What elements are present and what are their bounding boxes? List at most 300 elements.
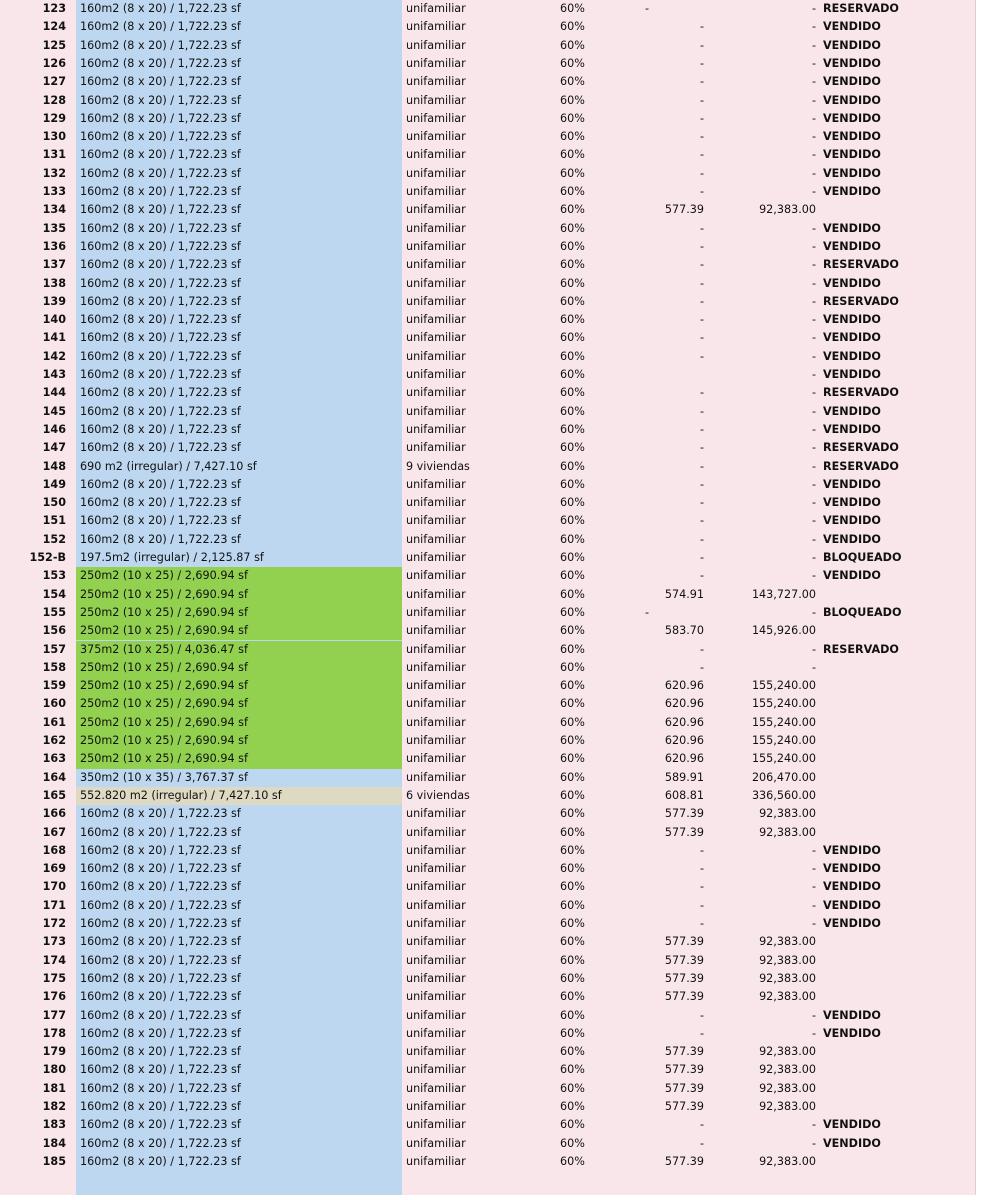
lot-number: 182: [42, 1100, 66, 1113]
lot-percentage: 60%: [560, 1136, 585, 1150]
lot-total: 92,383.00: [759, 1045, 816, 1059]
lot-total: -: [811, 605, 816, 619]
status-label: VENDIDO: [823, 917, 881, 930]
table-row: [0, 110, 975, 128]
lot-area: 250m2 (10 x 25) / 2,690.94 sf: [76, 732, 402, 750]
lot-area: 160m2 (8 x 20) / 1,722.23 sf: [80, 203, 241, 217]
lot-percentage: 60%: [560, 1045, 585, 1059]
lot-area: 250m2 (10 x 25) / 2,690.94 sf: [76, 714, 402, 732]
lot-area: 250m2 (10 x 25) / 2,690.94 sf: [76, 750, 402, 768]
lot-type: unifamiliar: [406, 111, 466, 125]
lot-total: -: [811, 1008, 816, 1022]
lot-area: 250m2 (10 x 25) / 2,690.94 sf: [76, 695, 402, 713]
table-row: [0, 897, 975, 915]
status-label: VENDIDO: [823, 1136, 881, 1150]
table-row: [0, 146, 975, 164]
table-row: [0, 659, 975, 677]
table-row: [0, 329, 975, 347]
lot-area: 160m2 (8 x 20) / 1,722.23 sf: [80, 422, 241, 436]
lot-area: 160m2 (8 x 20) / 1,722.23 sf: [80, 276, 241, 290]
lot-total: 92,383.00: [759, 825, 816, 839]
lot-percentage: 60%: [560, 532, 585, 546]
table-row: [0, 604, 975, 622]
lot-total: -: [811, 514, 816, 528]
lot-type: unifamiliar: [406, 569, 466, 583]
table-row: [0, 348, 975, 366]
lot-total: -: [811, 1026, 816, 1040]
lot-type: unifamiliar: [406, 971, 466, 985]
lot-percentage: 60%: [560, 660, 585, 674]
table-row: [0, 256, 975, 274]
lot-number: 151: [42, 514, 66, 528]
lot-area: 250m2 (10 x 25) / 2,690.94 sf: [76, 604, 402, 622]
status-label: VENDIDO: [823, 331, 881, 345]
price-per-m2: 608.81: [664, 788, 704, 802]
lot-number: 171: [42, 898, 66, 912]
lot-type: unifamiliar: [406, 734, 466, 747]
lot-number: 165: [42, 788, 66, 802]
lot-total: -: [811, 93, 816, 107]
price-per-m2: -: [699, 93, 704, 107]
price-per-m2: -: [699, 880, 704, 894]
lot-area: 160m2 (8 x 20) / 1,722.23 sf: [80, 807, 241, 821]
lot-number: 175: [42, 971, 66, 985]
table-row: [0, 732, 975, 750]
lot-type: unifamiliar: [406, 258, 466, 272]
table-row: [0, 1080, 975, 1098]
lot-total: -: [811, 880, 816, 894]
lot-number: 128: [42, 93, 66, 107]
lot-area: 160m2 (8 x 20) / 1,722.23 sf: [80, 258, 241, 272]
lot-total: -: [811, 862, 816, 876]
lot-percentage: 60%: [560, 843, 585, 857]
table-row: [0, 714, 975, 732]
price-per-m2: -: [699, 239, 704, 253]
lot-area: 160m2 (8 x 20) / 1,722.23 sf: [80, 898, 241, 912]
lot-percentage: 60%: [560, 642, 585, 656]
lot-percentage: 60%: [560, 1118, 585, 1132]
lot-area: 160m2 (8 x 20) / 1,722.23 sf: [80, 1136, 241, 1150]
lot-number: 131: [42, 148, 66, 162]
table-row: [0, 0, 975, 18]
table-row: [0, 1007, 975, 1025]
table-row: [0, 458, 975, 476]
lot-area: 250m2 (10 x 25) / 2,690.94 sf: [76, 659, 402, 677]
lot-type: unifamiliar: [406, 130, 466, 144]
price-per-m2: -: [699, 258, 704, 272]
lot-type: unifamiliar: [406, 93, 466, 107]
status-label: VENDIDO: [823, 130, 881, 144]
lot-number: 140: [42, 313, 66, 327]
lot-area: 160m2 (8 x 20) / 1,722.23 sf: [80, 1081, 241, 1095]
price-per-m2: -: [699, 532, 704, 546]
lot-type: unifamiliar: [406, 660, 466, 674]
lot-percentage: 60%: [560, 93, 585, 107]
table-row: [0, 421, 975, 439]
lot-percentage: 60%: [560, 1100, 585, 1113]
price-per-m2: -: [699, 294, 704, 308]
lot-total: -: [811, 898, 816, 912]
lot-type: unifamiliar: [406, 313, 466, 327]
lot-percentage: 60%: [560, 569, 585, 583]
lot-number: 166: [42, 807, 66, 821]
lot-type: unifamiliar: [406, 1154, 466, 1168]
lot-number: 143: [42, 368, 66, 381]
lot-total: -: [811, 56, 816, 70]
lot-total: -: [811, 569, 816, 583]
lot-percentage: 60%: [560, 404, 585, 418]
lot-total: -: [811, 368, 816, 381]
lot-percentage: 60%: [560, 2, 585, 15]
status-label: VENDIDO: [823, 569, 881, 583]
lot-area: 160m2 (8 x 20) / 1,722.23 sf: [80, 386, 241, 400]
lot-percentage: 60%: [560, 679, 585, 693]
table-row: [0, 952, 975, 970]
lot-area: 160m2 (8 x 20) / 1,722.23 sf: [80, 2, 241, 15]
lot-type: unifamiliar: [406, 605, 466, 619]
price-per-m2: -: [699, 130, 704, 144]
lot-type: unifamiliar: [406, 203, 466, 217]
price-per-m2: 577.39: [664, 825, 704, 839]
status-label: VENDIDO: [823, 496, 881, 510]
lot-number: 162: [42, 734, 66, 747]
lot-total: -: [811, 294, 816, 308]
lot-percentage: 60%: [560, 349, 585, 363]
lot-percentage: 60%: [560, 788, 585, 802]
status-label: VENDIDO: [823, 422, 881, 436]
table-row: [0, 201, 975, 219]
table-row: [0, 1061, 975, 1079]
lot-type: unifamiliar: [406, 38, 466, 52]
lot-area: 160m2 (8 x 20) / 1,722.23 sf: [80, 148, 241, 162]
lot-area: 160m2 (8 x 20) / 1,722.23 sf: [80, 441, 241, 455]
table-row: [0, 824, 975, 842]
table-row: [0, 549, 975, 567]
status-label: RESERVADO: [823, 294, 899, 308]
table-row: [0, 55, 975, 73]
lot-number: 158: [42, 660, 66, 674]
lot-area: 160m2 (8 x 20) / 1,722.23 sf: [80, 166, 241, 180]
price-per-m2: -: [699, 551, 704, 564]
lot-area: 160m2 (8 x 20) / 1,722.23 sf: [80, 294, 241, 308]
lot-total: -: [811, 111, 816, 125]
lot-area: 160m2 (8 x 20) / 1,722.23 sf: [80, 953, 241, 967]
lot-type: unifamiliar: [406, 349, 466, 363]
table-row: [0, 860, 975, 878]
lot-area: 250m2 (10 x 25) / 2,690.94 sf: [76, 677, 402, 695]
lot-percentage: 60%: [560, 166, 585, 180]
price-per-m2: -: [699, 20, 704, 34]
lot-area: 160m2 (8 x 20) / 1,722.23 sf: [80, 1026, 241, 1040]
table-row: [0, 970, 975, 988]
price-per-m2: -: [699, 56, 704, 70]
price-per-m2: -: [699, 276, 704, 290]
lot-number: 155: [42, 605, 66, 619]
price-per-m2: 577.39: [664, 1081, 704, 1095]
lot-type: unifamiliar: [406, 1008, 466, 1022]
lot-number: 168: [42, 843, 66, 857]
lot-type: unifamiliar: [406, 898, 466, 912]
status-label: VENDIDO: [823, 349, 881, 363]
lot-number: 144: [42, 386, 66, 400]
price-per-m2: -: [699, 898, 704, 912]
lot-number: 145: [42, 404, 66, 418]
lot-number: 123: [42, 2, 66, 15]
lot-type: unifamiliar: [406, 496, 466, 510]
lot-percentage: 60%: [560, 1008, 585, 1022]
lot-type: unifamiliar: [406, 917, 466, 930]
price-per-m2: 620.96: [664, 734, 704, 747]
status-label: VENDIDO: [823, 404, 881, 418]
price-per-m2: -: [699, 38, 704, 52]
price-per-m2: -: [699, 569, 704, 583]
lot-percentage: 60%: [560, 770, 585, 784]
price-per-m2: 583.70: [664, 624, 704, 638]
lot-area: 160m2 (8 x 20) / 1,722.23 sf: [80, 1154, 241, 1168]
lot-type: unifamiliar: [406, 148, 466, 162]
lot-number: 152-B: [29, 551, 66, 564]
table-row: [0, 37, 975, 55]
lot-number: 132: [42, 166, 66, 180]
status-label: RESERVADO: [823, 441, 899, 455]
price-per-m2: -: [699, 1026, 704, 1040]
lot-type: unifamiliar: [406, 294, 466, 308]
table-row: [0, 403, 975, 421]
lot-type: unifamiliar: [406, 1081, 466, 1095]
lot-number: 160: [42, 697, 66, 711]
lot-area: 160m2 (8 x 20) / 1,722.23 sf: [80, 75, 241, 89]
lot-area: 690 m2 (irregular) / 7,427.10 sf: [80, 459, 257, 473]
table-row: [0, 750, 975, 768]
lot-area: 160m2 (8 x 20) / 1,722.23 sf: [80, 313, 241, 327]
lot-number: 170: [42, 880, 66, 894]
status-label: RESERVADO: [823, 386, 899, 400]
lot-percentage: 60%: [560, 111, 585, 125]
price-per-m2: -: [699, 514, 704, 528]
lot-area: 160m2 (8 x 20) / 1,722.23 sf: [80, 1045, 241, 1059]
status-label: RESERVADO: [823, 642, 899, 656]
table-row: [0, 165, 975, 183]
lot-percentage: 60%: [560, 825, 585, 839]
lot-percentage: 60%: [560, 239, 585, 253]
lot-total: 145,926.00: [751, 624, 816, 638]
lot-area: 160m2 (8 x 20) / 1,722.23 sf: [80, 514, 241, 528]
status-label: BLOQUEADO: [823, 551, 902, 564]
lot-total: -: [811, 477, 816, 491]
status-label: VENDIDO: [823, 514, 881, 528]
price-per-m2: -: [699, 166, 704, 180]
lot-percentage: 60%: [560, 459, 585, 473]
lot-percentage: 60%: [560, 752, 585, 766]
status-label: RESERVADO: [823, 459, 899, 473]
lot-type: unifamiliar: [406, 1136, 466, 1150]
status-label: VENDIDO: [823, 843, 881, 857]
table-row: [0, 1043, 975, 1061]
lot-total: 92,383.00: [759, 935, 816, 949]
lot-total: -: [811, 459, 816, 473]
lot-area: 350m2 (10 x 35) / 3,767.37 sf: [80, 770, 248, 784]
lot-percentage: 60%: [560, 898, 585, 912]
lot-area: 160m2 (8 x 20) / 1,722.23 sf: [80, 349, 241, 363]
lot-number: 172: [42, 917, 66, 930]
lot-total: -: [811, 1136, 816, 1150]
price-per-m2: -: [699, 185, 704, 198]
lot-area: 160m2 (8 x 20) / 1,722.23 sf: [80, 221, 241, 235]
status-label: VENDIDO: [823, 93, 881, 107]
status-label: VENDIDO: [823, 313, 881, 327]
lot-total: -: [811, 2, 816, 15]
price-per-m2: -: [699, 1008, 704, 1022]
price-per-m2: 589.91: [664, 770, 704, 784]
lot-type: unifamiliar: [406, 935, 466, 949]
lot-number: 173: [42, 935, 66, 949]
lot-number: 147: [42, 441, 66, 455]
lot-type: unifamiliar: [406, 1118, 466, 1132]
lot-number: 139: [42, 294, 66, 308]
table-row: [0, 842, 975, 860]
lot-number: 141: [42, 331, 66, 345]
lot-number: 148: [42, 459, 66, 473]
lot-percentage: 60%: [560, 514, 585, 528]
lot-type: unifamiliar: [406, 953, 466, 967]
lot-number: 179: [42, 1045, 66, 1059]
lot-total: 92,383.00: [759, 1100, 816, 1113]
lot-number: 150: [42, 496, 66, 510]
lot-percentage: 60%: [560, 75, 585, 89]
lot-number: 142: [42, 349, 66, 363]
lot-percentage: 60%: [560, 422, 585, 436]
lot-total: 336,560.00: [751, 788, 816, 802]
lot-percentage: 60%: [560, 185, 585, 198]
lot-total: -: [811, 1118, 816, 1132]
lot-total: -: [811, 422, 816, 436]
lot-number: 138: [42, 276, 66, 290]
status-label: VENDIDO: [823, 166, 881, 180]
table-row: [0, 695, 975, 713]
table-row: [0, 494, 975, 512]
lot-total: -: [811, 276, 816, 290]
status-label: VENDIDO: [823, 148, 881, 162]
price-per-m2: -: [699, 404, 704, 418]
price-per-m2: -: [699, 477, 704, 491]
lot-type: unifamiliar: [406, 75, 466, 89]
table-row: [0, 476, 975, 494]
lot-percentage: 60%: [560, 313, 585, 327]
table-row: [0, 878, 975, 896]
lot-area: 160m2 (8 x 20) / 1,722.23 sf: [80, 404, 241, 418]
lot-total: -: [811, 349, 816, 363]
lot-type: 9 viviendas: [406, 459, 470, 473]
lot-percentage: 60%: [560, 477, 585, 491]
lot-area: 160m2 (8 x 20) / 1,722.23 sf: [80, 496, 241, 510]
price-per-m2: -: [699, 660, 704, 674]
table-row: [0, 128, 975, 146]
table-row: [0, 933, 975, 951]
lot-percentage: 60%: [560, 276, 585, 290]
table-row: [0, 512, 975, 530]
lot-total: 92,383.00: [759, 971, 816, 985]
status-label: VENDIDO: [823, 239, 881, 253]
status-label: VENDIDO: [823, 477, 881, 491]
lot-total: -: [811, 917, 816, 930]
status-label: RESERVADO: [823, 2, 899, 15]
lot-percentage: 60%: [560, 1026, 585, 1040]
lot-type: unifamiliar: [406, 752, 466, 766]
lot-total: -: [811, 496, 816, 510]
table-row: [0, 275, 975, 293]
table-row: [0, 531, 975, 549]
lot-total: -: [811, 551, 816, 564]
table-row: [0, 92, 975, 110]
price-per-m2: -: [699, 75, 704, 89]
lot-total: -: [811, 441, 816, 455]
table-row: [0, 677, 975, 695]
lot-number: 161: [42, 715, 66, 729]
lot-percentage: 60%: [560, 496, 585, 510]
lot-type: unifamiliar: [406, 368, 466, 381]
lot-area: 160m2 (8 x 20) / 1,722.23 sf: [80, 111, 241, 125]
table-row: [0, 641, 975, 659]
lot-number: 167: [42, 825, 66, 839]
lot-area: 250m2 (10 x 25) / 2,690.94 sf: [76, 622, 402, 640]
status-label: VENDIDO: [823, 221, 881, 235]
lot-number: 183: [42, 1118, 66, 1132]
lot-area: 160m2 (8 x 20) / 1,722.23 sf: [80, 1008, 241, 1022]
lot-type: unifamiliar: [406, 56, 466, 70]
lot-percentage: 60%: [560, 294, 585, 308]
lot-total: 92,383.00: [759, 990, 816, 1004]
status-label: VENDIDO: [823, 880, 881, 894]
lot-area: 160m2 (8 x 20) / 1,722.23 sf: [80, 971, 241, 985]
price-per-m2: -: [699, 349, 704, 363]
lot-number: 133: [42, 185, 66, 198]
price-per-m2: -: [699, 331, 704, 345]
table-row: [0, 622, 975, 640]
status-label: VENDIDO: [823, 185, 881, 198]
lot-type: unifamiliar: [406, 679, 466, 693]
price-per-m2: 577.39: [664, 1100, 704, 1113]
status-label: VENDIDO: [823, 56, 881, 70]
lot-number: 152: [42, 532, 66, 546]
lot-type: unifamiliar: [406, 587, 466, 601]
price-per-m2: 577.39: [664, 990, 704, 1004]
lot-percentage: 60%: [560, 386, 585, 400]
table-row: [0, 1153, 975, 1171]
table-row: [0, 238, 975, 256]
lot-percentage: 60%: [560, 331, 585, 345]
lot-total: -: [811, 532, 816, 546]
lot-area: 160m2 (8 x 20) / 1,722.23 sf: [80, 368, 241, 381]
lot-area: 160m2 (8 x 20) / 1,722.23 sf: [80, 56, 241, 70]
lot-type: unifamiliar: [406, 1063, 466, 1077]
lot-percentage: 60%: [560, 130, 585, 144]
price-per-m2: 577.39: [664, 203, 704, 217]
lot-number: 125: [42, 38, 66, 52]
lot-total: 155,240.00: [751, 734, 816, 747]
lot-total: 92,383.00: [759, 1081, 816, 1095]
price-per-m2: -: [645, 2, 650, 15]
lot-type: unifamiliar: [406, 715, 466, 729]
lot-total: -: [811, 404, 816, 418]
lot-type: unifamiliar: [406, 2, 466, 15]
lot-total: -: [811, 386, 816, 400]
lot-number: 163: [42, 752, 66, 766]
lot-total: -: [811, 130, 816, 144]
lot-percentage: 60%: [560, 56, 585, 70]
price-per-m2: -: [699, 459, 704, 473]
lot-type: unifamiliar: [406, 1026, 466, 1040]
lot-area: 160m2 (8 x 20) / 1,722.23 sf: [80, 1063, 241, 1077]
